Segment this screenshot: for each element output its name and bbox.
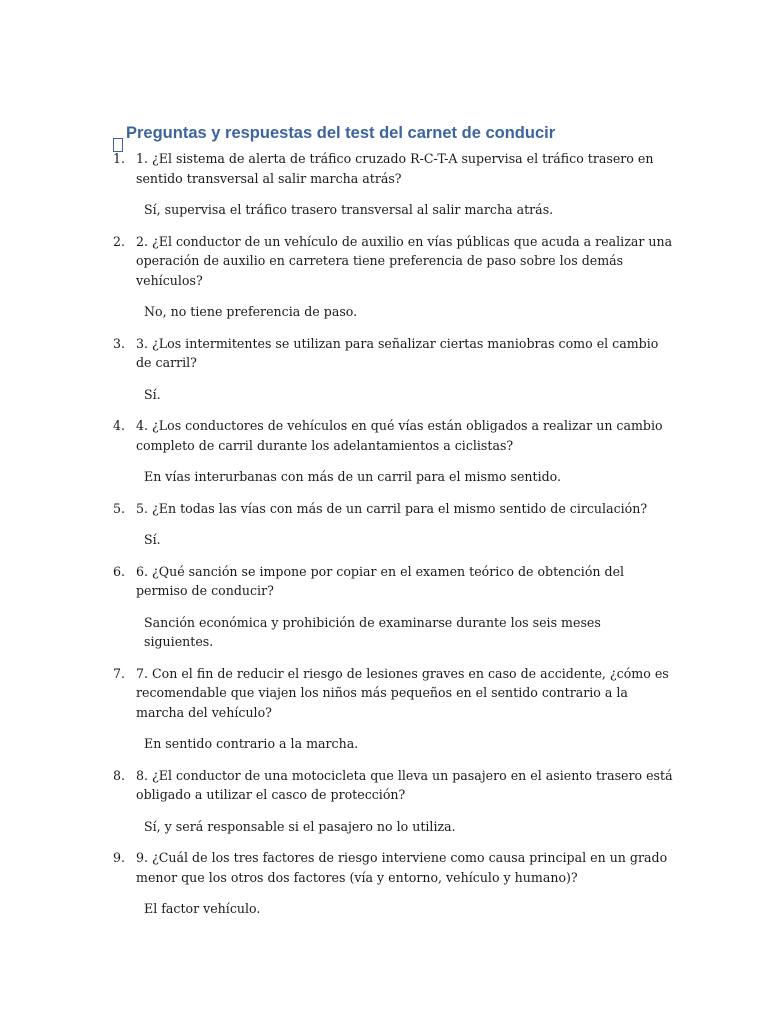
item-number: 3. (113, 335, 126, 351)
item-number: 9. (113, 850, 126, 865)
qa-item (113, 334, 673, 405)
qa-item (113, 149, 673, 220)
answer-text: Sí. (144, 386, 161, 402)
document-title-text: Preguntas y respuestas del test del carnet de conducir (126, 124, 556, 142)
question-text: 8. ¿El conductor de una motocicleta que lleva un pasajero en el asiento trasero está obligado a utilizar el casco de protección? (136, 767, 673, 802)
question-text: 2. ¿El conductor de un vehículo de auxilio en vías públicas que acuda a realizar una operación de auxilio en carretera tiene preferencia de paso sobre los demás vehículos? (136, 233, 673, 288)
qa-item (113, 664, 673, 754)
answer-text: Sí. (144, 532, 161, 547)
item-number: 6. (113, 563, 126, 579)
question-text: 7. Con el fin de reducir el riesgo de lesiones graves en caso de accidente, ¿cómo es recomendable que viajen los niños más pequeños en el sentido contrario a la marcha del vehículo? (136, 665, 669, 720)
item-number: 2. (113, 233, 126, 249)
qa-item (113, 499, 673, 550)
answer-text: Sí, supervisa el tráfico trasero transversal al salir marcha atrás. (144, 202, 554, 217)
answer-text: Sanción económica y prohibición de examinarse durante los seis meses siguientes. (144, 614, 601, 649)
question-text: 9. ¿Cuál de los tres factores de riesgo interviene como causa principal en un grado menor que los otros dos factores (vía y entorno, vehículo y humano)? (136, 850, 668, 885)
question-text: 3. ¿Los intermitentes se utilizan para señalizar ciertas maniobras como el cambio de carril? (136, 335, 659, 370)
answer-text: No, no tiene preferencia de paso. (144, 304, 358, 319)
qa-item (113, 562, 673, 652)
item-number: 5. (113, 500, 126, 516)
qa-item (113, 848, 673, 919)
document-title (113, 124, 555, 152)
question-text: 5. ¿En todas las vías con más de un carril para el mismo sentido de circulación? (136, 500, 648, 516)
qa-item (113, 766, 673, 837)
qa-item (113, 232, 673, 322)
answer-text: En sentido contrario a la marcha. (144, 736, 359, 751)
item-number: 8. (113, 767, 126, 783)
question-text: 6. ¿Qué sanción se impone por copiar en el examen teórico de obtención del permiso de conducir? (136, 563, 625, 598)
question-text: 4. ¿Los conductores de vehículos en qué vías están obligados a realizar un cambio completo de carril durante los adelantamientos a ciclistas? (136, 418, 663, 453)
answer-text: Sí, y será responsable si el pasajero no lo utiliza. (144, 818, 456, 834)
answer-text: En vías interurbanas con más de un carril para el mismo sentido. (144, 469, 562, 484)
question-text: 1. ¿El sistema de alerta de tráfico cruzado R-C-T-A supervisa el tráfico trasero en sentido transversal al salir marcha atrás? (136, 151, 654, 186)
item-number: 4. (113, 418, 126, 433)
item-number: 1. (113, 151, 126, 166)
qa-item (113, 416, 673, 487)
answer-text: El factor vehículo. (144, 901, 261, 916)
qa-list (113, 149, 673, 931)
item-number: 7. (113, 665, 126, 681)
